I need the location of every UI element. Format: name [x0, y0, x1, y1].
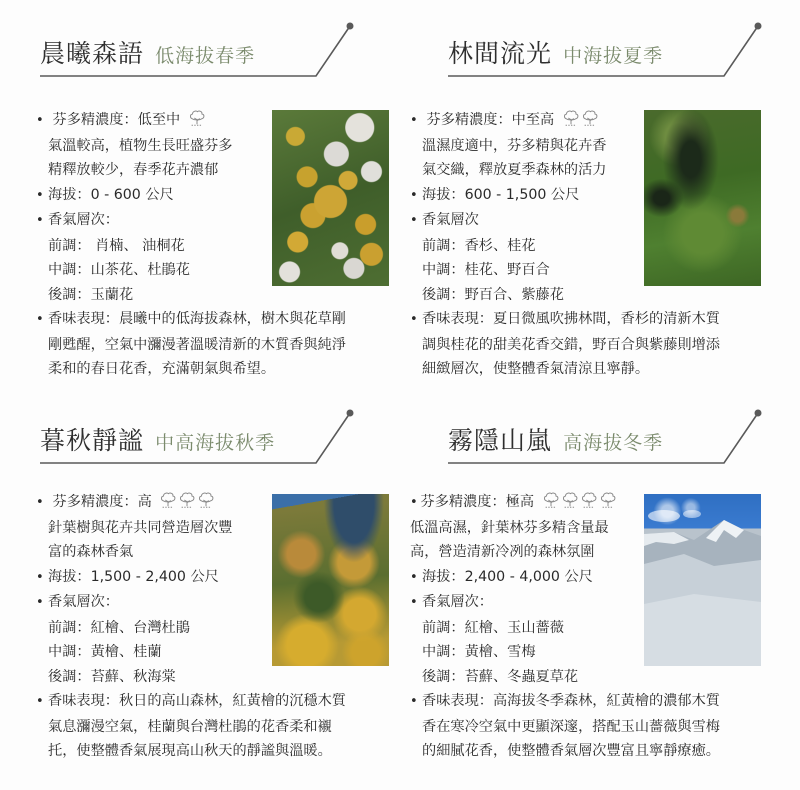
snowy-mountain-illustration [644, 494, 761, 666]
tree-icon [599, 491, 617, 509]
tree-icon [159, 491, 177, 509]
expression-line: 剛甦醒，空氣中瀰漫著溫暖清新的木質香與純淨 [48, 336, 346, 353]
tree-icon [580, 491, 598, 509]
expression-line: 細緻層次，使整體香氣清涼且寧靜。 [422, 361, 650, 377]
tree-icon [542, 491, 560, 509]
tree-icon [561, 491, 579, 509]
top-note: 前調： 肖楠、 油桐花 [48, 237, 185, 254]
section-header [448, 22, 768, 82]
autumn-forest-photo [272, 494, 389, 666]
spring-forest-photo [272, 110, 389, 286]
section-header [40, 22, 360, 82]
expression-line: 的細膩花香，使整體香氣層次豐富且寧靜療癒。 [422, 743, 720, 759]
section-title: 林間流光 [448, 39, 553, 68]
concentration-desc: 溫濕度適中，芬多精與花卉香 [422, 137, 607, 154]
concentration-line: • 芬多精濃度：中至高 [410, 108, 770, 134]
altitude-line: • 海拔：600 - 1,500 公尺 [410, 183, 770, 209]
winter-mountain-photo [644, 494, 761, 666]
altitude-line: • 海拔：2,400 - 4,000 公尺 [410, 565, 770, 591]
concentration-line: • 芬多精濃度：高 [36, 490, 396, 516]
altitude-line: • 海拔：0 - 600 公尺 [36, 183, 396, 209]
section-subtitle: 低海拔春季 [155, 45, 256, 67]
altitude-line: • 海拔：1,500 - 2,400 公尺 [36, 565, 396, 591]
top-note: 前調：紅檜、台灣杜鵑 [48, 619, 190, 636]
concentration-desc: 氣溫較高，植物生長旺盛芬多 [48, 137, 233, 154]
middle-note: 中調：桂花、野百合 [422, 262, 550, 278]
top-note: 前調：香杉、桂花 [422, 237, 536, 254]
expression-line: 香在寒冷空氣中更顯深邃，搭配玉山薔薇與雪梅 [422, 718, 720, 735]
concentration-line: • 芬多精濃度：極高 [410, 490, 770, 516]
middle-note: 中調：山茶花、杜鵑花 [48, 262, 190, 278]
layers-label: • 香氣層次 [410, 208, 770, 234]
tree-rating [542, 491, 617, 509]
base-note: 後調：苔蘚、冬蟲夏草花 [422, 668, 579, 685]
section-summer [400, 0, 800, 395]
layers-label: • 香氣層次： [36, 208, 396, 234]
concentration-desc: 高，營造清新冷冽的森林氛圍 [410, 544, 595, 560]
summer-forest-photo [644, 110, 761, 286]
tree-rating [562, 109, 599, 127]
section-header [448, 409, 768, 469]
section-title: 晨曦森語 [40, 39, 145, 68]
expression-line: 托，使整體香氣展現高山秋天的靜謐與溫暖。 [48, 743, 332, 759]
section-autumn [0, 395, 400, 790]
middle-note: 中調：黃檜、雪梅 [422, 644, 536, 660]
tree-icon [562, 109, 580, 127]
section-subtitle: 高海拔冬季 [563, 432, 664, 454]
expression-line: 調與桂花的甜美花香交錯，野百合與紫藤則增添 [422, 336, 720, 353]
tree-rating [188, 109, 206, 127]
concentration-line: • 芬多精濃度：低至中 [36, 108, 396, 134]
concentration-desc: 針葉樹與花卉共同營造層次豐 [48, 519, 233, 536]
middle-note: 中調：黃檜、桂蘭 [48, 644, 162, 660]
expression-line: • 香味表現：高海拔冬季森林，紅黃檜的濃郁木質 [410, 689, 770, 715]
page-bottom-margin [0, 760, 800, 790]
base-note: 後調：野百合、紫藤花 [422, 286, 564, 303]
section-title: 霧隱山嵐 [448, 426, 553, 455]
concentration-desc: 低溫高濕，針葉林芬多精含量最 [410, 519, 609, 536]
section-header [40, 409, 360, 469]
top-note: 前調：紅檜、玉山薔薇 [422, 619, 564, 636]
section-winter [400, 395, 800, 790]
tree-icon [178, 491, 196, 509]
concentration-desc: 氣交織，釋放夏季森林的活力 [422, 162, 607, 178]
tree-icon [188, 109, 206, 127]
expression-line: 柔和的春日花香，充滿朝氣與希望。 [48, 361, 276, 377]
layers-label: • 香氣層次： [36, 590, 396, 616]
expression-line: • 香味表現：秋日的高山森林，紅黃檜的沉穩木質 [36, 689, 396, 715]
tree-icon [197, 491, 215, 509]
concentration-desc: 精釋放較少，春季花卉濃郁 [48, 162, 219, 178]
section-subtitle: 中高海拔秋季 [155, 432, 276, 454]
expression-line: • 香味表現：夏日微風吹拂林間，香杉的清新木質 [410, 307, 770, 333]
section-subtitle: 中海拔夏季 [563, 45, 664, 67]
tree-rating [159, 491, 215, 509]
section-spring [0, 0, 400, 395]
concentration-desc: 富的森林香氣 [48, 544, 134, 560]
expression-line: • 香味表現：晨曦中的低海拔森林，樹木與花草剛 [36, 307, 396, 333]
base-note: 後調：玉蘭花 [48, 286, 134, 303]
expression-line: 氣息瀰漫空氣，桂蘭與台灣杜鵑的花香柔和襯 [48, 718, 332, 735]
layers-label: • 香氣層次： [410, 590, 770, 616]
section-title: 暮秋靜謐 [40, 426, 145, 455]
base-note: 後調：苔蘚、秋海棠 [48, 668, 176, 685]
tree-icon [581, 109, 599, 127]
